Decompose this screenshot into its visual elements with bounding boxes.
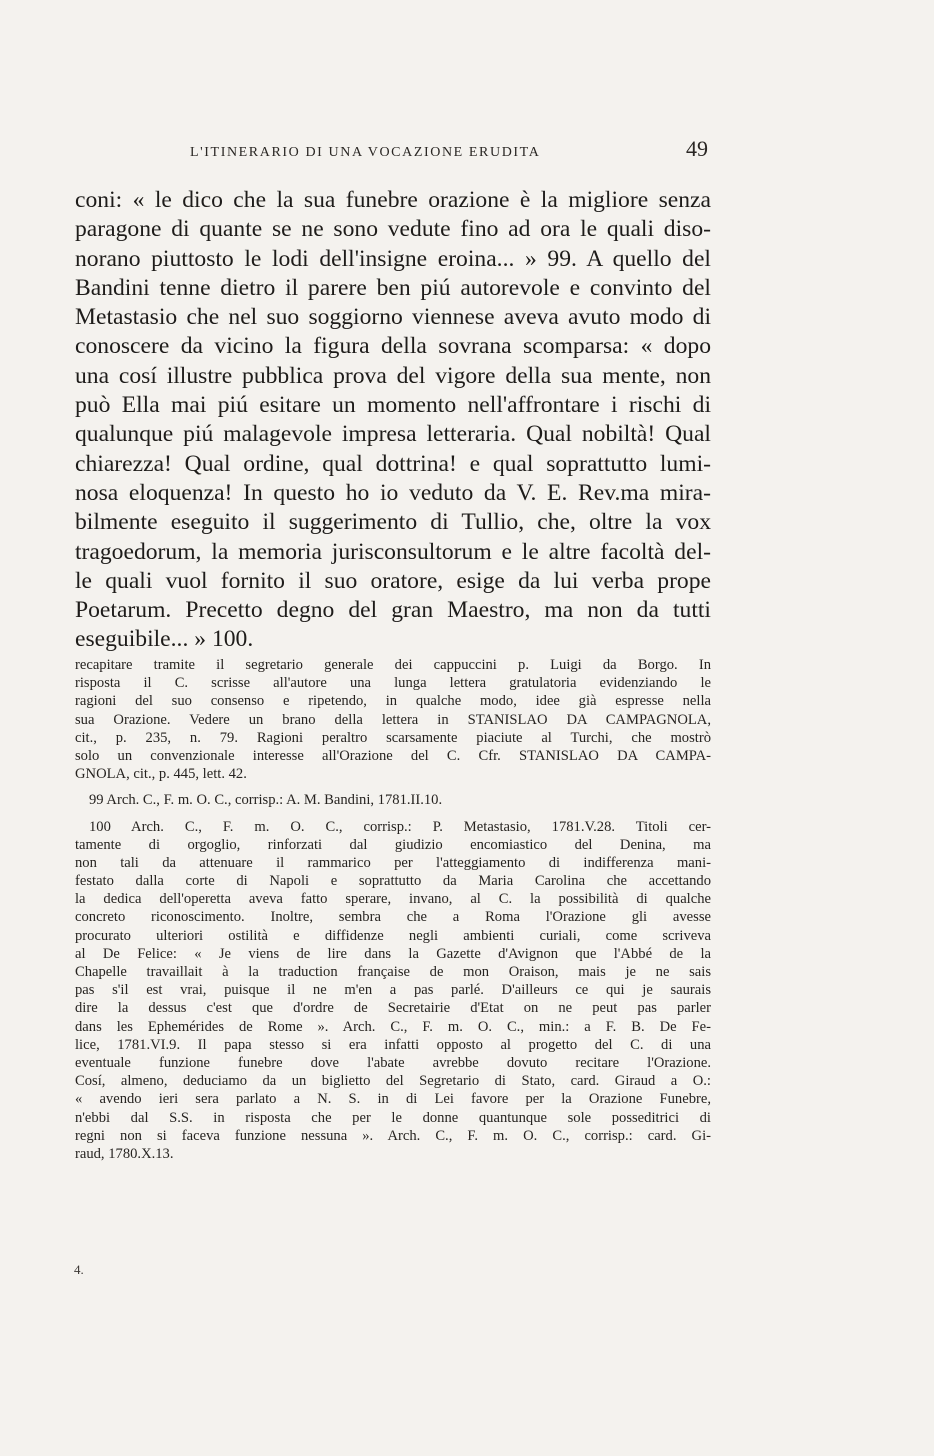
- text-line: coni: « le dico che la sua funebre orazione è la migliore senza: [75, 187, 711, 213]
- footnote-99: [75, 791, 711, 809]
- text-line: Poetarum. Precetto degno del gran Maestro, ma non da tutti: [75, 597, 711, 624]
- text-line: chiarezza! Qual ordine, qual dottrina! e qual soprattutto lumi-: [75, 450, 711, 477]
- footnote-line: concreto riconoscimento. Inoltre, sembra che a Roma l'Orazione gli avesse: [75, 909, 711, 926]
- footnote-line: recapitare tramite il segretario generale dei cappuccini p. Luigi da Borgo. In: [75, 657, 711, 673]
- running-head: L'ITINERARIO DI UNA VOCAZIONE ERUDITA: [190, 145, 541, 160]
- main-text: [75, 186, 711, 655]
- footnote-line: regni non si faceva funzione nessuna ». Arch. C., F. m. O. C., corrisp.: card. Gi-: [75, 1127, 711, 1144]
- text-line: Bandini tenne dietro il parere ben piú autorevole e convinto del: [75, 274, 711, 301]
- footnote-100: [75, 818, 711, 1164]
- text-line: può Ella mai piú esitare un momento nell'affrontare i rischi di: [75, 392, 711, 419]
- footnote-line: al De Felice: « Je viens de lire dans la Gazette d'Avignon que l'Abbé de la: [75, 945, 711, 962]
- footnote-line: 100 Arch. C., F. m. O. C., corrisp.: P. Metastasio, 1781.V.28. Titoli cer-: [89, 818, 711, 835]
- footnote-line: sua Orazione. Vedere un brano della lettera in STANISLAO DA CAMPAGNOLA,: [75, 711, 711, 728]
- page-number: 49: [686, 136, 708, 161]
- text-line: bilmente eseguito il suggerimento di Tullio, che, oltre la vox: [75, 509, 711, 536]
- footnote-line: solo un convenzionale interesse all'Orazione del C. Cfr. STANISLAO DA CAMPA-: [75, 747, 711, 764]
- footnote-line: cit., p. 235, n. 79. Ragioni peraltro scarsamente piaciute al Turchi, che mostrò: [75, 729, 711, 746]
- footnote-line: GNOLA, cit., p. 445, lett. 42.: [75, 766, 247, 783]
- footnotes: [75, 656, 711, 1171]
- footnote-line: festato dalla corte di Napoli e soprattutto da Maria Carolina che accettando: [75, 873, 711, 890]
- footnote-line: tamente di orgoglio, rinforzati dal giudizio encomiastico del Denina, ma: [75, 836, 711, 853]
- footnote-line: raud, 1780.X.13.: [75, 1145, 174, 1162]
- footnote-line: n'ebbi dal S.S. in risposta che per le donne quantunque sole posseditrici di: [75, 1109, 711, 1126]
- text-line: una cosí illustre pubblica prova del vigore della sua mente, non: [75, 362, 711, 389]
- text-line: Metastasio che nel suo soggiorno viennese aveva avuto modo di: [75, 304, 711, 331]
- signature-mark: 4.: [74, 1262, 84, 1277]
- footnote-line: la dedica dell'operetta aveva fatto sperare, invano, al C. la possibilità di qualche: [75, 891, 711, 908]
- text-line: norano piuttosto le lodi dell'insigne eroina... » 99. A quello del: [75, 245, 711, 272]
- footnote-line: « avendo ieri sera parlato a N. S. in di Lei favore per la Orazione Funebre,: [75, 1091, 711, 1108]
- text-line: eseguibile... » 100.: [75, 626, 254, 653]
- text-line: paragone di quante se ne sono vedute fino ad ora le quali diso-: [75, 216, 711, 243]
- footnote-line: dans les Ephemérides de Rome ». Arch. C., F. m. O. C., min.: a F. B. De Fe-: [75, 1018, 711, 1035]
- footnote-line: Cosí, almeno, deduciamo da un biglietto del Segretario di Stato, card. Giraud a O.:: [75, 1073, 711, 1090]
- text-line: conoscere da vicino la figura della sovrana scomparsa: « dopo: [75, 333, 711, 360]
- footnote-line: dire la dessus c'est que d'ordre de Secretairie d'Etat on ne peut pas parler: [75, 1000, 711, 1017]
- footnote-line: Chapelle travaillait à la traduction française de mon Oraison, mais je ne sais: [75, 964, 711, 980]
- text-line: nosa eloquenza! In questo ho io veduto da V. E. Rev.ma mira-: [75, 479, 711, 506]
- footnote-line: non tali da attenuare il rammarico per l'atteggiamento di indifferenza mani-: [75, 854, 711, 871]
- footnote-continuation: [75, 656, 711, 783]
- footnote-line: procurato ulteriori ostilità e diffidenze negli ambienti curiali, come scriveva: [75, 927, 711, 944]
- text-line: le quali vuol fornito il suo oratore, esige da lui verba prope: [75, 567, 711, 594]
- footnote-line: 99 Arch. C., F. m. O. C., corrisp.: A. M. Bandini, 1781.II.10.: [89, 792, 443, 809]
- footnote-line: ragioni del suo consenso e ripetendo, in qualche modo, idee già espresse nella: [75, 693, 711, 710]
- text-line: qualunque piú malagevole impresa letteraria. Qual nobiltà! Qual: [75, 421, 711, 448]
- footnote-line: lice, 1781.VI.9. Il papa stesso si era infatti opposto al progetto del C. di una: [75, 1036, 711, 1053]
- footnote-line: risposta il C. scrisse all'autore una lunga lettera gratulatoria evidenziando le: [75, 675, 711, 692]
- footnote-line: pas s'il est vrai, puisque il ne m'en a pas parlé. D'ailleurs ce qui je saurais: [75, 982, 711, 999]
- footnote-line: eventuale funzione funebre dove l'abate avrebbe dovuto recitare l'Orazione.: [75, 1054, 711, 1071]
- text-line: tragoedorum, la memoria jurisconsultorum e le altre facoltà del-: [75, 538, 711, 565]
